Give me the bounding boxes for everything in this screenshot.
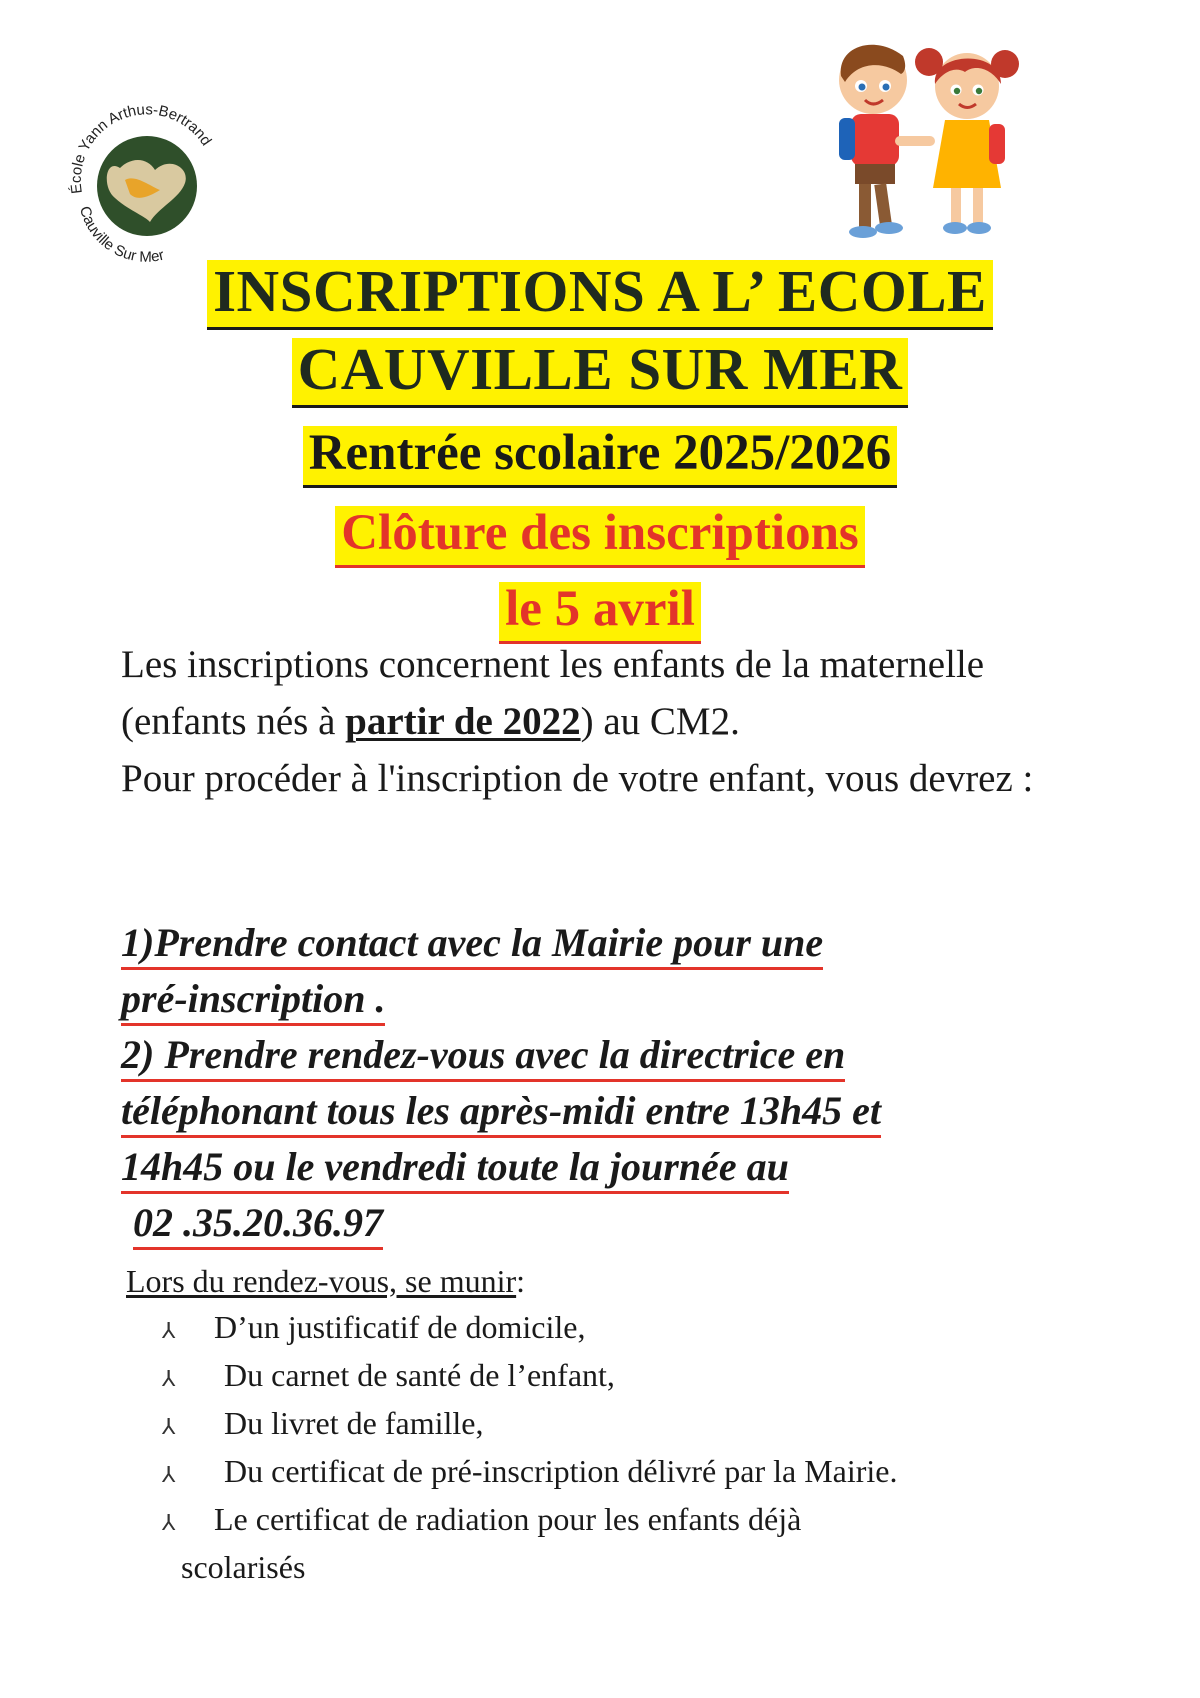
- list-item: [126, 1497, 1126, 1545]
- document-item-text: Du livret de famille,: [224, 1405, 484, 1441]
- kids-with-backpacks-icon: [815, 38, 1035, 243]
- documents-title: [126, 1261, 1126, 1301]
- intro-p1-before: Les inscriptions concernent les enfants de la maternelle (enfants nés à: [121, 643, 985, 743]
- intro-text: [121, 636, 1081, 807]
- triangle-bullet-icon: ⅄: [162, 1318, 176, 1343]
- intro-p1-after: ) au CM2.: [580, 700, 740, 743]
- school-logo: [60, 98, 235, 273]
- documents-title-text: Lors du rendez-vous, se munir: [126, 1263, 517, 1299]
- document-item-text: Du carnet de santé de l’enfant,: [224, 1357, 615, 1393]
- document-item-text: Le certificat de radiation pour les enfants déjà: [214, 1501, 802, 1537]
- headings-block: [0, 260, 1200, 644]
- title-line-2: CAUVILLE SUR MER: [292, 338, 909, 408]
- step-2-line-a: 2) Prendre rendez-vous avec la directrice en: [121, 1032, 845, 1082]
- list-item: [126, 1305, 1126, 1353]
- closing-heading: Clôture des inscriptions: [335, 506, 865, 568]
- step-2-line-b: téléphonant tous les après-midi entre 13h45 et: [121, 1088, 881, 1138]
- steps-block: [121, 915, 1081, 1251]
- list-item: [126, 1449, 1126, 1497]
- phone-number: 02 .35.20.36.97: [133, 1200, 383, 1250]
- document-item-text: Du certificat de pré-inscription délivré par la Mairie.: [224, 1453, 898, 1489]
- list-item: [126, 1353, 1126, 1401]
- logo-arc-bottom-text: Cauville Sur Mer: [75, 204, 166, 266]
- birth-year-emphasis: partir de 2022: [345, 700, 581, 743]
- documents-block: [126, 1261, 1126, 1589]
- step-2-line-c: 14h45 ou le vendredi toute la journée au: [121, 1144, 789, 1194]
- triangle-bullet-icon: ⅄: [162, 1510, 176, 1535]
- closing-date: le 5 avril: [499, 582, 701, 644]
- leaf-heart-logo-icon: [60, 98, 235, 273]
- documents-title-suffix: :: [516, 1263, 526, 1299]
- triangle-bullet-icon: ⅄: [162, 1462, 176, 1487]
- step-1-line-b: pré-inscription .: [121, 976, 385, 1026]
- triangle-bullet-icon: ⅄: [162, 1414, 176, 1439]
- list-item: [126, 1401, 1126, 1449]
- intro-paragraph-2: Pour procéder à l'inscription de votre enfant, vous devrez :: [121, 757, 1034, 800]
- document-item-text: D’un justificatif de domicile,: [214, 1309, 586, 1345]
- school-year-heading: Rentrée scolaire 2025/2026: [303, 426, 898, 488]
- document-item-continuation: scolarisés: [181, 1549, 306, 1585]
- title-line-1: INSCRIPTIONS A L’ ECOLE: [207, 260, 993, 330]
- logo-arc-top-text: École Yann Arthus-Bertrand: [67, 101, 215, 195]
- step-1-line-a: 1)Prendre contact avec la Mairie pour une: [121, 920, 823, 970]
- kids-illustration: [815, 38, 1035, 243]
- intro-paragraph-1: [121, 636, 1081, 750]
- triangle-bullet-icon: ⅄: [162, 1366, 176, 1391]
